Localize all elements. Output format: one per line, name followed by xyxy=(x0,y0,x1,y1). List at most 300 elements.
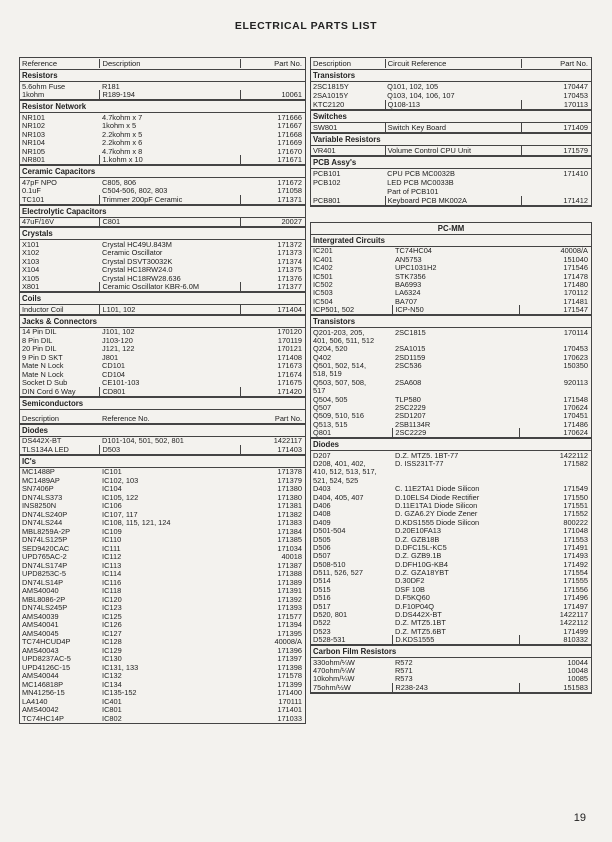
table-cell: 171403 xyxy=(240,445,305,454)
table-cell: IC104 xyxy=(102,484,122,493)
table-cell: BA6993 xyxy=(394,279,422,289)
table-cell: 151583 xyxy=(519,683,591,692)
table-cell: J101, 102 xyxy=(102,327,135,336)
table-cell: IC802 xyxy=(102,713,122,723)
table-cell: 10085 xyxy=(567,674,588,684)
table-cell: AMS40040 xyxy=(22,586,59,595)
table-cell: D506 xyxy=(313,542,331,552)
table-cell: IC131, 133 xyxy=(102,662,139,672)
table-cell: 171496 xyxy=(563,593,588,603)
table-cell: 171409 xyxy=(521,123,591,132)
table-cell: 171383 xyxy=(277,518,302,527)
table-cell: 171393 xyxy=(277,603,302,612)
table-row xyxy=(20,91,305,101)
table-cell: 171499 xyxy=(563,626,588,636)
table-cell: SN7406P xyxy=(22,484,54,493)
table-cell: NR801 xyxy=(22,155,46,164)
table-cell: AMS40043 xyxy=(22,645,59,655)
table-cell: 171497 xyxy=(563,601,588,611)
table-cell: 171674 xyxy=(277,369,302,379)
table-cell: 20 Pin DIL xyxy=(22,344,57,353)
table-cell: 171670 xyxy=(277,146,302,156)
table-cell: 2SC1815Y xyxy=(313,82,349,91)
subheader-cell: Description xyxy=(22,413,59,423)
table-cell: 170112 xyxy=(563,288,588,298)
table-cell: D516 xyxy=(313,593,331,603)
table-header-row xyxy=(311,58,591,70)
table-cell: 517 xyxy=(313,386,326,396)
table-cell: 171548 xyxy=(563,394,588,404)
section-heading: Transistors xyxy=(311,315,591,328)
table-cell: 171379 xyxy=(277,475,302,485)
table-cell: 151040 xyxy=(563,254,588,264)
table-row xyxy=(311,82,591,91)
table-row xyxy=(311,178,591,187)
table-cell: 171667 xyxy=(277,121,302,130)
table-cell: 171493 xyxy=(563,551,588,561)
table-cell: D523 xyxy=(313,626,331,636)
table-cell: D409 xyxy=(313,517,331,527)
table-cell: D501-504 xyxy=(313,526,346,536)
table-cell: DN74LS174P xyxy=(22,560,68,570)
table-cell: Mate N Lock xyxy=(22,369,64,379)
table-cell: IC125 xyxy=(102,611,122,621)
right-top-parts-table xyxy=(310,57,592,207)
table-cell: INS8250N xyxy=(22,501,57,510)
table-cell: 0.1uF xyxy=(22,186,41,195)
table-cell: 170624 xyxy=(563,403,588,413)
table-cell: 521, 524, 525 xyxy=(313,475,359,485)
table-cell: 171373 xyxy=(277,248,302,257)
table-cell: 4.7kohm x 8 xyxy=(102,146,143,156)
table-cell: D. GZA6.2Y Diode Zener xyxy=(394,509,478,519)
table-cell: D528-531 xyxy=(313,635,346,645)
table-cell: 171673 xyxy=(277,361,302,370)
table-cell: J121, 122 xyxy=(102,344,135,353)
table-cell: 4.7kohm x 7 xyxy=(102,112,143,122)
table-cell: UPD8253C-5 xyxy=(22,569,66,578)
table-cell: D.11E1TA1 Diode Silicon xyxy=(394,500,478,510)
table-cell: 171058 xyxy=(277,186,302,195)
table-cell: 14 Pin DIL xyxy=(22,327,57,336)
table-cell: D403 xyxy=(313,484,331,494)
table-cell: DN74LS14P xyxy=(22,577,64,587)
column-header: Circuit Reference xyxy=(385,59,522,68)
table-cell: 171675 xyxy=(277,378,302,387)
table-cell: C. 11E2TA1 Diode Silicon xyxy=(394,484,480,494)
table-header-row xyxy=(20,58,305,70)
table-cell: D.20E10FA13 xyxy=(394,526,441,536)
table-cell: 171579 xyxy=(521,146,591,155)
table-cell: UPD4126C-15 xyxy=(22,662,71,672)
table-cell: 171578 xyxy=(277,671,302,680)
table-cell: MC1488P xyxy=(22,467,55,476)
table-cell: 2SC2229 xyxy=(394,403,426,413)
table-row xyxy=(311,187,591,196)
table-cell: VR401 xyxy=(313,146,336,155)
table-cell: 171420 xyxy=(240,387,305,396)
table-cell: D503 xyxy=(99,445,240,454)
table-cell: AMS40041 xyxy=(22,620,59,629)
table-cell: R571 xyxy=(394,665,413,675)
table-cell: 171550 xyxy=(563,492,588,502)
table-cell: D.KDS1555 Diode Silicon xyxy=(394,517,480,527)
table-cell: 171389 xyxy=(277,577,302,587)
table-cell: D.F5KQ60 xyxy=(394,593,430,603)
table-cell: IC108, 115, 121, 124 xyxy=(102,518,171,527)
table-cell: IC123 xyxy=(102,603,122,612)
table-cell: IC101 xyxy=(102,467,122,476)
table-cell: 171398 xyxy=(277,662,302,672)
table-cell: 10061 xyxy=(240,90,305,99)
table-cell: 170624 xyxy=(519,428,591,437)
table-cell: D.10ELS4 Diode Rectifier xyxy=(394,492,480,502)
table-cell: D520, 801 xyxy=(313,610,348,620)
table-cell: 171669 xyxy=(277,138,302,147)
table-cell: IC503 xyxy=(313,288,333,298)
table-cell: D.KDS1555 xyxy=(392,635,519,644)
table-cell: 171492 xyxy=(563,559,588,569)
table-cell: D511, 526, 527 xyxy=(313,568,363,578)
table-cell: J103-120 xyxy=(102,335,133,345)
semiconductor-subheader-row xyxy=(20,410,305,424)
table-cell: 171378 xyxy=(277,467,302,476)
table-row xyxy=(311,100,591,110)
table-cell: C504-506, 802, 803 xyxy=(102,186,168,195)
table-cell: D515 xyxy=(313,584,331,594)
table-cell: 171486 xyxy=(563,419,588,429)
table-row xyxy=(20,714,305,723)
table-cell: AMS40044 xyxy=(22,671,59,680)
table-cell: 171549 xyxy=(563,484,588,494)
table-cell: Mate N Lock xyxy=(22,361,64,370)
section-heading: Semiconductors xyxy=(20,397,305,410)
table-cell: DIN Cord 6 Way xyxy=(22,386,76,396)
table-row xyxy=(311,169,591,178)
table-cell: 171553 xyxy=(563,534,588,544)
table-cell: 1422112 xyxy=(559,450,588,460)
table-cell: Volume Control CPU Unit xyxy=(385,146,522,155)
table-cell: R572 xyxy=(394,657,413,667)
table-cell: 171391 xyxy=(277,586,302,595)
table-cell: 171377 xyxy=(240,282,305,291)
table-cell: AMS40045 xyxy=(22,628,59,638)
table-cell: X105 xyxy=(22,273,40,283)
table-cell: X101 xyxy=(22,239,40,249)
table-cell: TC74HCUD4P xyxy=(22,637,71,646)
table-cell: 1.kohm x 10 xyxy=(99,155,240,164)
table-cell: SW801 xyxy=(313,123,338,132)
table-cell: 1422117 xyxy=(559,610,588,620)
table-cell: Ceramic Oscillator xyxy=(102,248,163,257)
table-cell: CE101-103 xyxy=(102,378,140,387)
table-row xyxy=(20,156,305,166)
section-heading: Switches xyxy=(311,110,591,123)
table-cell: MN41256-15 xyxy=(22,688,65,697)
table-cell: Q507 xyxy=(313,403,332,413)
table-cell: Part of PCB101 xyxy=(387,187,439,196)
table-cell: AMS40042 xyxy=(22,705,59,714)
table-cell: IC106 xyxy=(102,501,122,510)
table-cell: TLP580 xyxy=(394,394,421,404)
table-row xyxy=(311,123,591,133)
table-cell: NR102 xyxy=(22,121,46,130)
table-cell: 171394 xyxy=(277,620,302,629)
table-cell: DSF 10B xyxy=(394,584,425,594)
table-cell: 171375 xyxy=(277,265,302,274)
table-cell: UPC1031H2 xyxy=(394,263,437,273)
table-cell: 171582 xyxy=(563,458,588,468)
table-cell: 171396 xyxy=(277,645,302,655)
table-cell: DN74LS373 xyxy=(22,492,63,502)
table-cell: CPU PCB MC0032B xyxy=(387,169,455,178)
table-cell: NR103 xyxy=(22,129,46,139)
table-cell: IC134 xyxy=(102,679,122,689)
table-cell: 171555 xyxy=(563,576,588,586)
table-cell: 171481 xyxy=(563,296,588,306)
table-cell: IC102, 103 xyxy=(102,475,139,485)
table-cell: 171671 xyxy=(240,155,305,164)
table-cell: IC114 xyxy=(102,569,122,578)
table-cell: Q503, 507, 508, xyxy=(313,377,367,387)
table-cell: 75ohm/½W xyxy=(313,682,351,692)
table-cell: R181 xyxy=(102,81,120,91)
table-cell: IC116 xyxy=(102,577,122,587)
table-cell: 2SA608 xyxy=(394,377,422,387)
table-cell: D.Z. GZB9.1B xyxy=(394,551,442,561)
column-header: Description xyxy=(313,59,351,68)
table-row xyxy=(311,196,591,206)
section-heading: Carbon Film Resistors xyxy=(311,645,591,658)
table-cell: D514 xyxy=(313,576,331,586)
table-cell: 47pF NPO xyxy=(22,177,57,187)
table-cell: 171048 xyxy=(563,526,588,536)
table-cell: 10048 xyxy=(567,665,588,675)
table-cell: 171546 xyxy=(563,263,588,273)
table-cell: R189-194 xyxy=(99,90,240,99)
table-cell: 1kohm x 5 xyxy=(102,121,137,130)
table-cell: Q103, 104, 106, 107 xyxy=(387,91,455,100)
table-cell: 170623 xyxy=(563,352,588,362)
table-cell: 2SC1815 xyxy=(394,327,426,337)
section-heading: Crystals xyxy=(20,227,305,240)
table-cell: IC118 xyxy=(102,586,122,595)
table-cell: 171480 xyxy=(563,279,588,289)
section-heading: Diodes xyxy=(20,424,305,437)
table-cell: 170113 xyxy=(521,100,591,109)
table-cell: NR104 xyxy=(22,138,46,147)
table-cell: 10044 xyxy=(567,657,588,667)
table-cell: IC109 xyxy=(102,526,122,536)
column-header: Reference xyxy=(22,59,58,68)
table-cell: D207 xyxy=(313,450,331,460)
table-row xyxy=(20,195,305,205)
table-cell: 171666 xyxy=(277,112,302,122)
section-heading: Transistors xyxy=(311,70,591,82)
table-cell: Inductor Coil xyxy=(22,304,64,314)
table-cell: Socket D Sub xyxy=(22,378,68,387)
table-cell: DN74LS245P xyxy=(22,603,68,612)
table-cell: 2SC2229 xyxy=(392,428,519,437)
section-heading: PCB Assy's xyxy=(311,156,591,169)
table-cell: X801 xyxy=(22,282,40,291)
table-cell: Q509, 510, 516 xyxy=(313,411,364,421)
table-cell: 2SC536 xyxy=(394,361,422,371)
table-cell: Crystal HC18RW28.636 xyxy=(102,273,181,283)
table-cell: 410, 512, 513, 517, xyxy=(313,467,377,477)
table-cell: 171381 xyxy=(277,501,302,510)
table-cell: D101-104, 501, 502, 801 xyxy=(102,436,184,445)
table-cell: 2SD1207 xyxy=(394,411,426,421)
table-cell: 171668 xyxy=(277,129,302,139)
table-cell: IC113 xyxy=(102,560,122,570)
table-cell: D.30DF2 xyxy=(394,576,425,586)
table-cell: X104 xyxy=(22,265,40,274)
table-cell: IC107, 117 xyxy=(102,509,138,519)
table-cell: BA707 xyxy=(394,296,418,306)
table-cell: X103 xyxy=(22,256,40,266)
table-cell: 170114 xyxy=(563,327,588,337)
table-cell: Crystal HC49U.843M xyxy=(102,239,172,249)
table-cell: R238-243 xyxy=(392,683,519,692)
table-cell: LED PCB MC0033B xyxy=(387,178,454,187)
table-cell: MC146818P xyxy=(22,679,64,689)
table-cell: 171408 xyxy=(277,352,302,362)
table-cell: 518, 519 xyxy=(313,369,342,379)
table-cell: 40018 xyxy=(281,552,302,561)
right-bottom-parts-table-pc-mm xyxy=(310,222,592,694)
table-cell: 2SA1015 xyxy=(394,344,426,354)
table-cell: 171385 xyxy=(277,535,302,544)
table-cell: 470ohm/¼W xyxy=(313,665,355,675)
table-cell: D.DS442X-BT xyxy=(394,610,442,620)
table-cell: 2.2kohm x 6 xyxy=(102,138,143,147)
table-cell: IC401 xyxy=(102,696,122,706)
table-cell: PCB801 xyxy=(313,196,341,205)
table-cell: IC126 xyxy=(102,620,122,629)
table-cell: 170120 xyxy=(277,327,302,336)
table-cell: ICP501, 502 xyxy=(313,305,355,315)
subheader-cell: Part No. xyxy=(274,413,302,423)
table-cell: 170451 xyxy=(563,411,588,421)
table-cell: 170447 xyxy=(563,82,588,91)
table-cell: DN74LS244 xyxy=(22,518,63,527)
table-cell: UPD8237AC-5 xyxy=(22,654,71,663)
section-heading: Diodes xyxy=(311,438,591,451)
table-cell: 171491 xyxy=(563,542,588,552)
table-cell: IC135-152 xyxy=(102,688,137,697)
table-cell: Trimmer 200pF Ceramic xyxy=(99,195,240,204)
section-heading: Intergrated Circuits xyxy=(311,235,591,247)
table-cell: D406 xyxy=(313,500,331,510)
table-cell: 171372 xyxy=(277,239,302,249)
table-cell: 170453 xyxy=(563,344,588,354)
table-cell: 171412 xyxy=(521,196,591,205)
table-cell: 171404 xyxy=(240,305,305,314)
table-cell: 171033 xyxy=(277,713,302,723)
table-cell: IC128 xyxy=(102,637,122,646)
table-cell: D404, 405, 407 xyxy=(313,492,364,502)
table-row xyxy=(311,146,591,156)
table-cell: 150350 xyxy=(563,361,588,371)
table-cell: 330ohm/¼W xyxy=(313,657,355,667)
table-cell: ICP-N50 xyxy=(392,305,519,314)
table-cell: D.Z. MTZ5.1BT xyxy=(394,618,446,628)
table-cell: IC110 xyxy=(102,535,122,544)
column-header: Part No. xyxy=(521,59,591,68)
table-cell: 171401 xyxy=(277,705,302,714)
table-cell: TC74HC04 xyxy=(394,246,432,256)
section-heading: Ceramic Capacitors xyxy=(20,165,305,178)
table-cell: 171400 xyxy=(277,688,302,697)
table-cell: LA6324 xyxy=(394,288,421,298)
table-cell: Q501, 502, 514, xyxy=(313,361,367,371)
table-cell: 171388 xyxy=(277,569,302,578)
table-cell: 171392 xyxy=(277,594,302,604)
table-cell: 9 Pin D SKT xyxy=(22,352,63,362)
table-cell: Switch Key Board xyxy=(385,123,522,132)
table-cell: 170111 xyxy=(278,696,302,706)
table-cell: 10kohm/¼W xyxy=(313,674,355,684)
table-cell: 810332 xyxy=(519,635,591,644)
table-cell: Ceramic Oscillator KBR-6.0M xyxy=(99,282,240,291)
table-cell: 47uF/16V xyxy=(22,217,55,226)
table-cell: CD104 xyxy=(102,369,126,379)
table-cell: D.F10P04Q xyxy=(394,601,434,611)
table-cell: 1kohm xyxy=(22,90,45,99)
table-cell: 1422112 xyxy=(559,618,588,628)
table-cell: PCB101 xyxy=(313,169,341,178)
table-cell: Q108-113 xyxy=(385,100,522,109)
table-cell: D. ISS231T-77 xyxy=(394,458,444,468)
table-cell: IC504 xyxy=(313,296,333,306)
table-cell: 171397 xyxy=(277,654,302,663)
section-heading: Resistors xyxy=(20,70,305,82)
table-cell: MBL8086-2P xyxy=(22,594,66,604)
table-cell: D508-510 xyxy=(313,559,346,569)
table-cell: 171376 xyxy=(277,273,302,283)
table-cell: C801 xyxy=(99,217,240,226)
table-cell: IC401 xyxy=(313,254,333,264)
table-cell: 171387 xyxy=(277,560,302,570)
section-heading: Variable Resistors xyxy=(311,133,591,146)
table-cell: DN74LS125P xyxy=(22,535,68,544)
table-cell: STK7356 xyxy=(394,271,426,281)
table-cell: 170453 xyxy=(563,91,588,100)
table-cell: 171395 xyxy=(277,628,302,638)
table-cell: CD101 xyxy=(102,361,126,370)
table-cell: 171577 xyxy=(277,611,302,621)
table-cell: D.DFH10G-KB4 xyxy=(394,559,448,569)
table-cell: NR101 xyxy=(22,112,46,122)
table-cell: 171478 xyxy=(563,271,588,281)
table-cell: 171399 xyxy=(277,679,302,689)
table-cell: IC127 xyxy=(102,628,122,638)
table-cell: 171554 xyxy=(563,568,588,578)
table-cell: IC105, 122 xyxy=(102,492,139,502)
table-row xyxy=(311,429,591,438)
table-cell: IC130 xyxy=(102,654,122,663)
table-cell: 2SB1134R xyxy=(394,419,431,429)
table-cell: 401, 506, 511, 512 xyxy=(313,335,375,345)
table-cell: D208, 401, 402, xyxy=(313,458,366,468)
table-cell: DN74LS240P xyxy=(22,509,68,519)
table-row xyxy=(20,218,305,228)
table-row xyxy=(20,387,305,397)
table-cell: 171371 xyxy=(240,195,305,204)
table-cell: 170119 xyxy=(277,335,302,345)
section-heading: Electrolytic Capacitors xyxy=(20,205,305,218)
